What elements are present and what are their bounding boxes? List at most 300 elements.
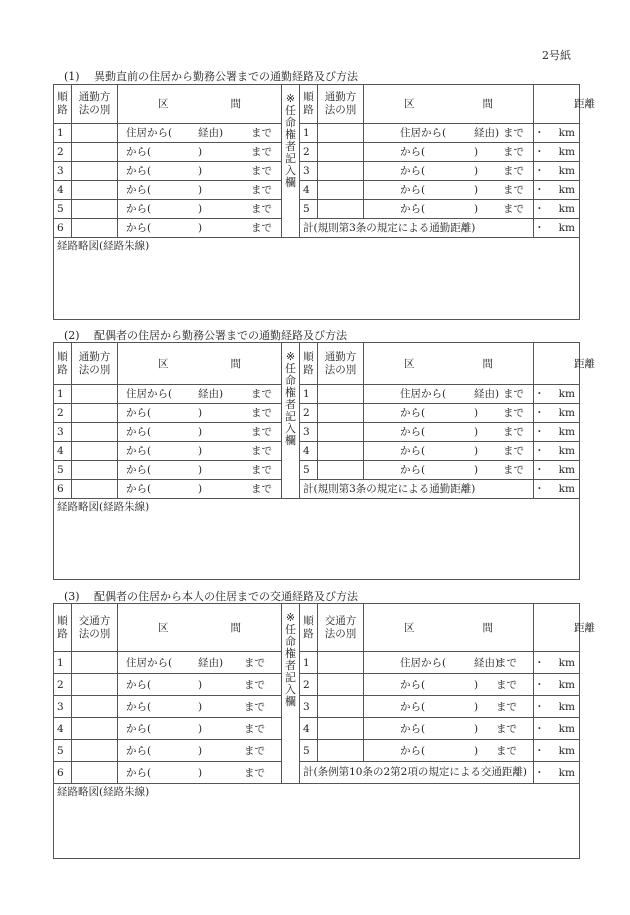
header-distance-char: 離 bbox=[584, 98, 595, 110]
header-distance-char: 離 bbox=[584, 621, 595, 634]
route-number: 6 bbox=[54, 480, 72, 499]
header-interval-char: 区 bbox=[404, 621, 415, 634]
header-route-order bbox=[54, 343, 72, 385]
header-interval-char: 区 bbox=[158, 357, 169, 370]
interval-input[interactable] bbox=[364, 143, 534, 162]
header-method-line: 交通方 bbox=[78, 614, 111, 627]
table-row bbox=[54, 442, 580, 461]
interval-input[interactable] bbox=[364, 696, 534, 718]
route-number: 5 bbox=[54, 740, 72, 762]
header-method-line: 法の別 bbox=[324, 104, 357, 116]
total-distance-input[interactable] bbox=[534, 762, 580, 784]
route-map-area[interactable] bbox=[54, 238, 580, 320]
method-input[interactable] bbox=[72, 652, 118, 674]
interval-via-label: ) bbox=[198, 184, 203, 196]
method-input[interactable] bbox=[318, 143, 364, 162]
interval-input[interactable] bbox=[118, 740, 282, 762]
route-number: 5 bbox=[54, 200, 72, 219]
interval-via-label: ) bbox=[474, 678, 479, 691]
distance-unit: km bbox=[558, 722, 575, 735]
header-interval-char: 間 bbox=[482, 621, 493, 634]
method-input[interactable] bbox=[318, 674, 364, 696]
header-interval-char: 間 bbox=[230, 98, 241, 110]
header-distance-char: 離 bbox=[584, 357, 595, 370]
section-number: (2) bbox=[64, 329, 80, 342]
distance-input[interactable] bbox=[534, 162, 580, 181]
appointer-note-char: 権 bbox=[285, 386, 296, 399]
method-input[interactable] bbox=[318, 423, 364, 442]
interval-input[interactable] bbox=[118, 480, 282, 499]
method-input[interactable] bbox=[318, 404, 364, 423]
interval-input[interactable] bbox=[364, 442, 534, 461]
interval-to-label: まで bbox=[244, 722, 265, 735]
interval-input[interactable] bbox=[364, 423, 534, 442]
method-input[interactable] bbox=[318, 718, 364, 740]
header-distance bbox=[534, 85, 595, 124]
route-number: 2 bbox=[300, 674, 318, 696]
total-distance-input[interactable] bbox=[534, 480, 580, 499]
interval-from-label: から( bbox=[126, 203, 152, 215]
route-number: 2 bbox=[300, 404, 318, 423]
interval-input[interactable] bbox=[118, 181, 282, 200]
interval-to-label: まで bbox=[503, 445, 524, 457]
interval-input[interactable] bbox=[364, 124, 534, 143]
header-method bbox=[72, 604, 118, 652]
table-row bbox=[54, 718, 580, 740]
distance-decimal-dot: ・ bbox=[534, 388, 545, 400]
interval-input[interactable] bbox=[118, 461, 282, 480]
appointer-note-char: ※ bbox=[285, 350, 296, 363]
interval-from-label: から( bbox=[126, 445, 152, 457]
appointer-note-char: 命 bbox=[285, 635, 296, 648]
interval-to-label: まで bbox=[251, 445, 272, 457]
route-map-label: 経路略図(経路朱線) bbox=[57, 501, 150, 513]
method-input[interactable] bbox=[318, 200, 364, 219]
method-input[interactable] bbox=[318, 124, 364, 143]
interval-via-label: 経由) bbox=[198, 388, 224, 400]
route-number: 1 bbox=[54, 652, 72, 674]
route-number: 3 bbox=[300, 696, 318, 718]
interval-from-label: から( bbox=[126, 426, 152, 438]
header-route-order-line: 路 bbox=[57, 627, 68, 640]
interval-input[interactable] bbox=[364, 404, 534, 423]
header-method-line: 交通方 bbox=[324, 614, 357, 627]
appointer-entry-column bbox=[282, 343, 300, 499]
interval-from-label: から( bbox=[126, 766, 152, 779]
appointer-note-char: 記 bbox=[285, 152, 296, 165]
interval-via-label: ) bbox=[198, 146, 203, 158]
interval-to-label: まで bbox=[503, 127, 524, 139]
route-map-label: 経路略図(経路朱線) bbox=[57, 786, 150, 798]
interval-to-label: まで bbox=[244, 744, 265, 757]
interval-from-label: から( bbox=[400, 700, 426, 713]
interval-to-label: まで bbox=[251, 464, 272, 476]
distance-input[interactable] bbox=[534, 461, 580, 480]
route-number: 1 bbox=[300, 652, 318, 674]
route-number: 2 bbox=[54, 143, 72, 162]
method-input[interactable] bbox=[318, 442, 364, 461]
appointer-entry-column bbox=[282, 85, 300, 238]
interval-via-label: ) bbox=[474, 426, 479, 438]
interval-via-label: ) bbox=[198, 464, 203, 476]
interval-to-label: まで bbox=[251, 165, 272, 177]
distance-decimal-dot: ・ bbox=[534, 766, 545, 779]
distance-input[interactable] bbox=[534, 740, 580, 762]
interval-input[interactable] bbox=[118, 652, 282, 674]
interval-to-label: まで bbox=[496, 744, 517, 757]
interval-via-label: ) bbox=[474, 445, 479, 457]
interval-input[interactable] bbox=[364, 461, 534, 480]
interval-input[interactable] bbox=[364, 674, 534, 696]
interval-input[interactable] bbox=[118, 385, 282, 404]
interval-to-label: まで bbox=[251, 407, 272, 419]
header-route-order-line: 路 bbox=[303, 104, 314, 116]
interval-from-label: から( bbox=[400, 184, 426, 196]
interval-input[interactable] bbox=[118, 442, 282, 461]
header-route-order-line: 順 bbox=[57, 91, 68, 103]
interval-input[interactable] bbox=[118, 162, 282, 181]
appointer-note-char: 記 bbox=[285, 410, 296, 423]
interval-to-label: まで bbox=[496, 700, 517, 713]
distance-unit: km bbox=[558, 146, 575, 158]
method-input[interactable] bbox=[72, 762, 118, 784]
interval-to-label: まで bbox=[503, 464, 524, 476]
interval-input[interactable] bbox=[118, 143, 282, 162]
interval-via-label: ) bbox=[474, 744, 479, 757]
distance-input[interactable] bbox=[534, 143, 580, 162]
distance-unit: km bbox=[558, 388, 575, 400]
interval-from-label: から( bbox=[400, 426, 426, 438]
header-interval bbox=[364, 604, 534, 652]
header-method-line: 通勤方 bbox=[78, 91, 111, 103]
interval-from-label: から( bbox=[126, 678, 152, 691]
distance-input[interactable] bbox=[534, 442, 580, 461]
route-number: 5 bbox=[300, 740, 318, 762]
distance-decimal-dot: ・ bbox=[534, 722, 545, 735]
interval-to-label: まで bbox=[251, 184, 272, 196]
interval-to-label: まで bbox=[496, 722, 517, 735]
distance-input[interactable] bbox=[534, 124, 580, 143]
interval-input[interactable] bbox=[118, 200, 282, 219]
header-interval bbox=[118, 604, 282, 652]
interval-via-label: ) bbox=[474, 407, 479, 419]
method-input[interactable] bbox=[318, 181, 364, 200]
interval-input[interactable] bbox=[364, 652, 534, 674]
interval-via-label: ) bbox=[198, 203, 203, 215]
interval-input[interactable] bbox=[118, 219, 282, 238]
distance-decimal-dot: ・ bbox=[534, 656, 545, 669]
header-interval-char: 区 bbox=[158, 98, 169, 110]
header-route-order-line: 順 bbox=[57, 350, 68, 363]
method-input[interactable] bbox=[318, 385, 364, 404]
table-row bbox=[54, 404, 580, 423]
distance-decimal-dot: ・ bbox=[534, 127, 545, 139]
header-route-order-line: 路 bbox=[303, 363, 314, 376]
appointer-note-char: 者 bbox=[285, 659, 296, 672]
distance-decimal-dot: ・ bbox=[534, 483, 545, 495]
distance-decimal-dot: ・ bbox=[534, 407, 545, 419]
total-distance-label: 計(規則第3条の規定による通勤距離) bbox=[300, 219, 534, 238]
distance-unit: km bbox=[558, 426, 575, 438]
appointer-note-char: ※ bbox=[285, 611, 296, 624]
interval-input[interactable] bbox=[118, 762, 282, 784]
method-input[interactable] bbox=[72, 480, 118, 499]
interval-to-label: まで bbox=[496, 656, 517, 669]
appointer-note-char: 欄 bbox=[285, 695, 296, 708]
header-route-order-line: 路 bbox=[57, 104, 68, 116]
distance-input[interactable] bbox=[534, 718, 580, 740]
interval-via-label: ) bbox=[474, 184, 479, 196]
header-interval-char: 区 bbox=[158, 621, 169, 634]
distance-unit: km bbox=[558, 184, 575, 196]
interval-to-label: まで bbox=[244, 656, 265, 669]
interval-via-label: ) bbox=[198, 222, 203, 234]
header-interval bbox=[118, 343, 282, 385]
interval-via-label: ) bbox=[198, 483, 203, 495]
interval-from-label: から( bbox=[126, 165, 152, 177]
method-input[interactable] bbox=[72, 404, 118, 423]
header-method-line: 法の別 bbox=[78, 627, 111, 640]
header-interval-char: 間 bbox=[230, 621, 241, 634]
header-distance bbox=[534, 604, 595, 652]
appointer-note-char: 命 bbox=[285, 374, 296, 387]
header-route-order-line: 順 bbox=[303, 91, 314, 103]
section-title bbox=[64, 327, 347, 343]
interval-via-label: ) bbox=[198, 700, 203, 713]
interval-via-label: ) bbox=[474, 203, 479, 215]
distance-unit: km bbox=[558, 445, 575, 457]
header-route-order-line: 順 bbox=[303, 614, 314, 627]
interval-to-label: まで bbox=[503, 426, 524, 438]
table-row bbox=[54, 181, 580, 200]
route-table bbox=[53, 342, 595, 580]
method-input[interactable] bbox=[72, 674, 118, 696]
route-number: 2 bbox=[300, 143, 318, 162]
route-number: 1 bbox=[300, 385, 318, 404]
interval-from-label: から( bbox=[400, 678, 426, 691]
interval-via-label: ) bbox=[474, 700, 479, 713]
method-input[interactable] bbox=[72, 718, 118, 740]
form-number: 2号紙 bbox=[542, 49, 571, 62]
method-input[interactable] bbox=[72, 423, 118, 442]
interval-from-label: 住居から( bbox=[126, 388, 173, 400]
route-number: 2 bbox=[54, 674, 72, 696]
appointer-note-char: 者 bbox=[285, 398, 296, 411]
interval-from-label: から( bbox=[400, 464, 426, 476]
route-number: 4 bbox=[54, 442, 72, 461]
interval-from-label: から( bbox=[126, 722, 152, 735]
distance-input[interactable] bbox=[534, 181, 580, 200]
header-interval-char: 間 bbox=[482, 357, 493, 370]
method-input[interactable] bbox=[318, 162, 364, 181]
header-method-line: 通勤方 bbox=[324, 350, 357, 363]
method-input[interactable] bbox=[72, 162, 118, 181]
interval-via-label: ) bbox=[198, 744, 203, 757]
distance-decimal-dot: ・ bbox=[534, 184, 545, 196]
distance-input[interactable] bbox=[534, 404, 580, 423]
method-input[interactable] bbox=[72, 200, 118, 219]
interval-to-label: まで bbox=[251, 222, 272, 234]
method-input[interactable] bbox=[72, 442, 118, 461]
table-row bbox=[54, 143, 580, 162]
interval-via-label: ) bbox=[474, 146, 479, 158]
distance-unit: km bbox=[558, 203, 575, 215]
interval-from-label: 住居から( bbox=[400, 656, 447, 669]
interval-from-label: から( bbox=[126, 222, 152, 234]
interval-input[interactable] bbox=[118, 674, 282, 696]
interval-via-label: ) bbox=[198, 445, 203, 457]
route-map-label: 経路略図(経路朱線) bbox=[57, 240, 150, 252]
interval-via-label: ) bbox=[198, 766, 203, 779]
header-route-order-line: 順 bbox=[57, 614, 68, 627]
interval-from-label: から( bbox=[126, 146, 152, 158]
distance-input[interactable] bbox=[534, 423, 580, 442]
route-number: 1 bbox=[54, 124, 72, 143]
distance-input[interactable] bbox=[534, 696, 580, 718]
interval-from-label: から( bbox=[126, 744, 152, 757]
route-number: 4 bbox=[54, 718, 72, 740]
route-map-area[interactable] bbox=[54, 784, 580, 859]
header-method bbox=[72, 85, 118, 124]
method-input[interactable] bbox=[72, 385, 118, 404]
header-method-line: 法の別 bbox=[78, 363, 111, 376]
total-distance-label: 計(条例第10条の2第2項の規定による交通距離) bbox=[300, 762, 534, 784]
interval-input[interactable] bbox=[118, 423, 282, 442]
method-input[interactable] bbox=[318, 461, 364, 480]
distance-unit: km bbox=[558, 222, 575, 234]
section-title bbox=[64, 68, 358, 84]
method-input[interactable] bbox=[72, 143, 118, 162]
distance-input[interactable] bbox=[534, 200, 580, 219]
route-number: 5 bbox=[300, 200, 318, 219]
interval-input[interactable] bbox=[118, 124, 282, 143]
interval-via-label: 経由) bbox=[474, 388, 500, 400]
header-route-order bbox=[300, 85, 318, 124]
appointer-note-char: 入 bbox=[285, 422, 296, 435]
section-number: (3) bbox=[64, 590, 80, 603]
route-number: 2 bbox=[54, 404, 72, 423]
header-method bbox=[72, 343, 118, 385]
header-distance bbox=[534, 343, 595, 385]
interval-input[interactable] bbox=[364, 718, 534, 740]
method-input[interactable] bbox=[318, 740, 364, 762]
method-input[interactable] bbox=[72, 219, 118, 238]
interval-from-label: から( bbox=[126, 483, 152, 495]
method-input[interactable] bbox=[318, 652, 364, 674]
header-method bbox=[318, 343, 364, 385]
interval-input[interactable] bbox=[118, 696, 282, 718]
interval-via-label: 経由) bbox=[198, 656, 224, 669]
header-method bbox=[318, 604, 364, 652]
interval-from-label: から( bbox=[126, 464, 152, 476]
interval-input[interactable] bbox=[118, 718, 282, 740]
method-input[interactable] bbox=[72, 740, 118, 762]
distance-unit: km bbox=[558, 407, 575, 419]
method-input[interactable] bbox=[318, 696, 364, 718]
interval-from-label: から( bbox=[126, 700, 152, 713]
table-row bbox=[54, 762, 580, 784]
distance-decimal-dot: ・ bbox=[534, 146, 545, 158]
method-input[interactable] bbox=[72, 461, 118, 480]
appointer-note-char: 権 bbox=[285, 647, 296, 660]
interval-input[interactable] bbox=[118, 404, 282, 423]
interval-via-label: ) bbox=[474, 464, 479, 476]
distance-input[interactable] bbox=[534, 652, 580, 674]
interval-to-label: まで bbox=[244, 766, 265, 779]
interval-from-label: から( bbox=[126, 407, 152, 419]
header-method-line: 法の別 bbox=[324, 363, 357, 376]
appointer-note-char: 欄 bbox=[285, 434, 296, 447]
interval-input[interactable] bbox=[364, 181, 534, 200]
interval-to-label: まで bbox=[244, 700, 265, 713]
section-title-text: 異動直前の住居から勤務公署までの通勤経路及び方法 bbox=[94, 70, 358, 83]
table-row bbox=[54, 200, 580, 219]
distance-unit: km bbox=[558, 700, 575, 713]
route-map-area[interactable] bbox=[54, 499, 580, 580]
route-table bbox=[53, 603, 595, 859]
total-distance-label: 計(規則第3条の規定による通勤距離) bbox=[300, 480, 534, 499]
distance-decimal-dot: ・ bbox=[534, 165, 545, 177]
interval-input[interactable] bbox=[364, 385, 534, 404]
interval-via-label: 経由) bbox=[474, 127, 500, 139]
interval-from-label: 住居から( bbox=[400, 388, 447, 400]
total-distance-input[interactable] bbox=[534, 219, 580, 238]
method-input[interactable] bbox=[72, 696, 118, 718]
distance-unit: km bbox=[558, 165, 575, 177]
interval-via-label: ) bbox=[198, 722, 203, 735]
distance-unit: km bbox=[558, 127, 575, 139]
interval-to-label: まで bbox=[503, 165, 524, 177]
header-distance-char: 距 bbox=[574, 357, 585, 370]
interval-via-label: 経由) bbox=[198, 127, 224, 139]
table-row bbox=[54, 219, 580, 238]
header-interval bbox=[364, 343, 534, 385]
route-number: 5 bbox=[54, 461, 72, 480]
appointer-note-char: 欄 bbox=[285, 176, 296, 189]
method-input[interactable] bbox=[72, 181, 118, 200]
section-title-text: 配偶者の住居から本人の住居までの交通経路及び方法 bbox=[94, 590, 358, 603]
table-row bbox=[54, 480, 580, 499]
table-row bbox=[54, 740, 580, 762]
appointer-note-char: 任 bbox=[285, 104, 296, 117]
route-number: 6 bbox=[54, 762, 72, 784]
interval-to-label: まで bbox=[496, 678, 517, 691]
interval-from-label: から( bbox=[400, 165, 426, 177]
distance-decimal-dot: ・ bbox=[534, 464, 545, 476]
interval-input[interactable] bbox=[364, 200, 534, 219]
interval-input[interactable] bbox=[364, 162, 534, 181]
route-number: 6 bbox=[54, 219, 72, 238]
interval-to-label: まで bbox=[251, 426, 272, 438]
method-input[interactable] bbox=[72, 124, 118, 143]
route-number: 5 bbox=[300, 461, 318, 480]
distance-decimal-dot: ・ bbox=[534, 426, 545, 438]
route-number: 3 bbox=[54, 696, 72, 718]
distance-unit: km bbox=[558, 766, 575, 779]
interval-input[interactable] bbox=[364, 740, 534, 762]
header-method-line: 通勤方 bbox=[324, 91, 357, 103]
distance-unit: km bbox=[558, 464, 575, 476]
distance-input[interactable] bbox=[534, 385, 580, 404]
header-route-order-line: 順 bbox=[303, 350, 314, 363]
header-interval-char: 間 bbox=[230, 357, 241, 370]
distance-decimal-dot: ・ bbox=[534, 203, 545, 215]
header-method bbox=[318, 85, 364, 124]
interval-to-label: まで bbox=[244, 678, 265, 691]
header-method-line: 通勤方 bbox=[78, 350, 111, 363]
distance-input[interactable] bbox=[534, 674, 580, 696]
table-row bbox=[54, 461, 580, 480]
